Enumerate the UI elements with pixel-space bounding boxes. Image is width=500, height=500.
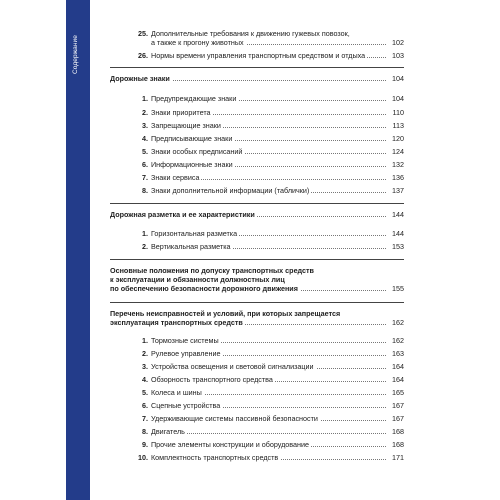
toc-item-number: 3. (142, 362, 148, 371)
toc-section-line[interactable] (110, 309, 404, 318)
toc-item-page: 165 (392, 388, 404, 397)
toc-section-title: Перечень неисправностей и условий, при которых запрещается (110, 309, 341, 318)
toc-item-title: Устройства освещения и световой сигнализации (151, 362, 314, 371)
toc-item[interactable] (110, 134, 404, 143)
toc-item-number: 4. (142, 375, 148, 384)
toc-section-title: Дорожные знаки (110, 74, 170, 83)
toc-item-number: 3. (142, 121, 148, 130)
toc-item[interactable] (110, 94, 404, 103)
toc-item[interactable] (110, 414, 404, 423)
toc-item[interactable] (110, 121, 404, 130)
toc-item-page: 163 (392, 349, 404, 358)
toc-item[interactable] (110, 401, 404, 410)
toc-item-number: 5. (142, 147, 148, 156)
toc-item[interactable] (110, 336, 404, 345)
toc-item-continuation[interactable] (110, 38, 404, 47)
toc-item-page: 167 (392, 414, 404, 423)
toc-item[interactable] (110, 453, 404, 462)
toc-item-title: Комплектность транспортных средств (151, 453, 279, 462)
toc-section[interactable] (110, 210, 404, 219)
toc-item-page: 124 (392, 147, 404, 156)
toc-item-page: 167 (392, 401, 404, 410)
toc-section-title: Дорожная разметка и ее характеристики (110, 210, 255, 219)
toc-item[interactable] (110, 29, 404, 38)
section-divider (110, 302, 404, 303)
toc-item-number: 6. (142, 160, 148, 169)
toc-item-title: Нормы времени управления транспортным средством и отдыха (151, 51, 366, 60)
toc-item-page: 162 (392, 336, 404, 345)
toc-item-page: 153 (392, 242, 404, 251)
toc-item-page: 168 (392, 427, 404, 436)
toc-item-title: Тормозные системы (151, 336, 219, 345)
sidebar-band (66, 0, 90, 500)
toc-item-page: 164 (392, 362, 404, 371)
toc-item-number: 26. (138, 51, 148, 60)
toc-section-line[interactable] (110, 266, 404, 275)
toc-item[interactable] (110, 349, 404, 358)
toc-item[interactable] (110, 108, 404, 117)
toc-item-page: 168 (392, 440, 404, 449)
toc-item-number: 2. (142, 242, 148, 251)
toc-item-title-line2: а также к прогону животных (151, 38, 244, 47)
toc-item-page: 144 (392, 229, 404, 238)
toc-item[interactable] (110, 388, 404, 397)
toc-item-title: Горизонтальная разметка (151, 229, 238, 238)
toc-item-number: 1. (142, 336, 148, 345)
toc-item-title: Запрещающие знаки (151, 121, 221, 130)
toc-section-line[interactable] (110, 275, 404, 284)
toc-item-title: Знаки сервиса (151, 173, 200, 182)
toc-item-title: Вертикальная разметка (151, 242, 231, 251)
toc-section[interactable] (110, 318, 404, 327)
toc-item[interactable] (110, 229, 404, 238)
toc-item[interactable] (110, 427, 404, 436)
toc-item[interactable] (110, 186, 404, 195)
toc-item-title: Прочие элементы конструкции и оборудование (151, 440, 309, 449)
section-divider (110, 203, 404, 204)
toc-item-title: Обзорность транспортного средства (151, 375, 273, 384)
toc-section-page: 104 (392, 74, 404, 83)
toc-item-page: 132 (392, 160, 404, 169)
toc-item-number: 10. (138, 453, 148, 462)
toc-section-title: эксплуатация транспортных средств (110, 318, 243, 327)
toc-item[interactable] (110, 362, 404, 371)
toc-item-title: Знаки приоритета (151, 108, 211, 117)
toc-item-title: Дополнительные требования к движению гужевых повозок, (151, 29, 350, 38)
toc-section-page: 162 (392, 318, 404, 327)
toc-item-page: 113 (392, 121, 404, 130)
section-divider (110, 67, 404, 68)
toc-item-number: 7. (142, 173, 148, 182)
toc-item-title: Колеса и шины (151, 388, 202, 397)
toc-item[interactable] (110, 147, 404, 156)
toc-section-page: 155 (392, 284, 404, 293)
toc-item[interactable] (110, 440, 404, 449)
toc-item-page: 171 (392, 453, 404, 462)
toc-section-page: 144 (392, 210, 404, 219)
toc-item-number: 25. (138, 29, 148, 38)
toc-item-number: 2. (142, 349, 148, 358)
toc-item-number: 5. (142, 388, 148, 397)
section-divider (110, 259, 404, 260)
toc-item-number: 2. (142, 108, 148, 117)
toc-item-number: 6. (142, 401, 148, 410)
toc-item-page: 137 (392, 186, 404, 195)
toc-item-title: Сцепные устройства (151, 401, 221, 410)
toc-item-number: 4. (142, 134, 148, 143)
toc-item-title: Двигатель (151, 427, 185, 436)
toc-item-title: Предписывающие знаки (151, 134, 233, 143)
toc-item[interactable] (110, 160, 404, 169)
toc-item-title: Знаки дополнительной информации (таблички) (151, 186, 310, 195)
toc-item-title: Предупреждающие знаки (151, 94, 237, 103)
toc-item-number: 1. (142, 94, 148, 103)
toc-item-page: 103 (392, 51, 404, 60)
toc-item-number: 7. (142, 414, 148, 423)
toc-item-title: Рулевое управление (151, 349, 221, 358)
sidebar-label: Содержание (72, 35, 79, 74)
toc-item-number: 9. (142, 440, 148, 449)
toc-item-number: 8. (142, 186, 148, 195)
toc-section-title: Основные положения по допуску транспортных средств (110, 266, 314, 275)
toc-section-title: по обеспечению безопасности дорожного движения (110, 284, 298, 293)
toc-item-page: 136 (392, 173, 404, 182)
toc-item-page: 120 (392, 134, 404, 143)
toc-item[interactable] (110, 375, 404, 384)
toc-section[interactable] (110, 74, 404, 83)
toc-item-title: Удерживающие системы пассивной безопасности (151, 414, 318, 423)
toc-item[interactable] (110, 242, 404, 251)
toc-item-page: 164 (392, 375, 404, 384)
toc-item-number: 8. (142, 427, 148, 436)
toc-item-number: 1. (142, 229, 148, 238)
toc-section[interactable] (110, 284, 404, 293)
toc-section-title: к эксплуатации и обязанности должностных лиц (110, 275, 285, 284)
toc-item[interactable] (110, 51, 404, 60)
toc-item-page: 110 (392, 108, 404, 117)
toc-item-title: Знаки особых предписаний (151, 147, 243, 156)
toc-item-page: 104 (392, 94, 404, 103)
toc-item-page: 102 (392, 38, 404, 47)
toc-item-title: Информационные знаки (151, 160, 233, 169)
toc-item[interactable] (110, 173, 404, 182)
